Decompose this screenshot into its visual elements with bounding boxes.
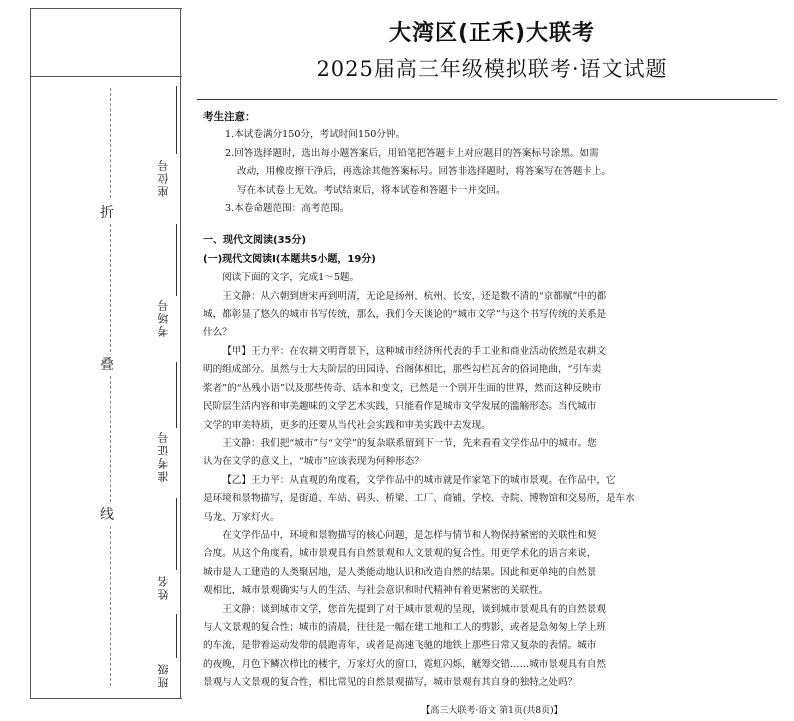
- header-rule: [197, 99, 777, 100]
- body-line: 城，都彰显了悠久的城市书写传统，那么，我们今天谈论的“城市文学”与这个书写传统的关系是: [203, 309, 607, 321]
- exam-header: [190, 8, 794, 83]
- field-label: 姓名: [157, 574, 170, 600]
- exam-content: [203, 108, 775, 693]
- body-line: 是环境和景物描写，是街道、车站、码头、桥梁、工厂、商铺、学校、寺院、博物馆和交易所，是车水: [203, 493, 635, 505]
- body-line: 【乙】王力平：从直观的角度看，文学作品中的城市就是作家笔下的城市景观。在作品中，它: [222, 474, 616, 486]
- name-field[interactable]: [156, 498, 186, 608]
- subsection-heading: (一)现代文阅读Ⅰ(本题共5小题，19分): [203, 253, 376, 265]
- body-line: 城市是人工建造的人类聚居地，是人类能动地认识和改造自然的结果。因此和更单纯的自然景: [203, 566, 597, 578]
- body-line: 合度。从这个角度看，城市景观具有自然景观和人文景观的复合性。用更学术化的语言来说，: [203, 548, 597, 560]
- field-label: 班级: [157, 662, 170, 688]
- notice-item: 2.回答选择题时，选出每小题答案后，用铅笔把答题卡上对应题目的答案标号涂黑。如需: [225, 147, 599, 159]
- fold-char: 折: [100, 205, 114, 221]
- body-line: 【甲】王力平：在农耕文明背景下，这种城市经济所代表的手工业和商业活动依然是农耕文: [222, 345, 606, 357]
- fold-line: [110, 526, 111, 686]
- body-line: 观相比，城市景观确实与人的生活、与社会意识和时代精神有着更紧密的关联性。: [203, 585, 549, 597]
- section-heading: 一、现代文阅读(35分): [203, 235, 307, 247]
- body-line: 文学的审美特质，更多的还要从当代社会实践和审美实践中去发现。: [203, 419, 491, 431]
- body-line: 王文静：从六朝到唐宋再到明清，无论是扬州、杭州、长安，还是数不清的“京都赋”中的都: [222, 290, 607, 302]
- body-line: 民阶层生活内容和审美趣味的文学艺术实践，只能看作是城市文学发展的滥觞形态。当代城市: [203, 401, 597, 413]
- exam-subtitle: 2025届高三年级模拟联考·语文试题: [316, 57, 668, 81]
- notice-block: [203, 108, 775, 218]
- fold-char: 叠: [100, 357, 114, 373]
- sidebar-top-line: [30, 8, 182, 9]
- notice-title: 考生注意：: [203, 111, 256, 123]
- sidebar-bottom-line: [30, 698, 182, 699]
- body-line: 马龙、万家灯火。: [203, 511, 280, 523]
- admission-ticket-field[interactable]: [156, 362, 186, 494]
- exam-room-field[interactable]: [156, 224, 186, 352]
- fold-line: [110, 224, 111, 352]
- body-line: 在文学作品中，环境和景物描写的核心问题，是怎样与情节和人物保持紧密的关联性和契: [222, 529, 597, 541]
- body-line: 什么？: [203, 327, 232, 339]
- instruction-text: 阅读下面的文字，完成1～5题。: [222, 272, 360, 284]
- fold-char: 线: [100, 507, 114, 523]
- notice-item: 1.本试卷满分150分，考试时间150分钟。: [225, 129, 406, 141]
- field-label: 准考证号: [157, 430, 170, 482]
- body-line: 浆者”的“丛残小语”以及那些传奇、话本和变文，已然是一个别开生面的世界，然而这种反映市: [203, 382, 602, 394]
- body-line: 王文静：谈到城市文学，您首先提到了对于城市景观的呈现，谈到城市景观具有的自然景观: [222, 603, 606, 615]
- class-field[interactable]: [156, 614, 186, 694]
- body-line: 王文静：我们把“城市”与“文学”的复杂联系留到下一节，先来看看文学作品中的城市。您: [222, 437, 597, 449]
- sidebar-header-line: [30, 76, 182, 77]
- fold-line: [110, 376, 111, 502]
- page-footer: 【高三大联考·语文 第1页(共8页)】: [421, 706, 563, 716]
- body-line: 与人文景观的复合性；城市的清晨，往往是一幅在建工地和工人的剪影，或者是急匆匆上学上班: [203, 621, 606, 633]
- field-label: 座位号: [157, 158, 170, 197]
- exam-title: 大湾区(正禾)大联考: [388, 21, 596, 46]
- seat-number-field[interactable]: [156, 86, 186, 210]
- notice-item: 3.本卷命题范围：高考范围。: [225, 203, 350, 215]
- notice-item: 改动，用橡皮擦干净后，再选涂其他答案标号。回答非选择题时，将答案写在答题卡上。: [237, 166, 612, 178]
- fold-line: [110, 88, 111, 198]
- body-line: 的夜晚，月色下鳞次栉比的楼宇，万家灯火的窗口，霓虹闪烁，觥筹交错……城市景观具有自然: [203, 658, 606, 670]
- notice-item: 写在本试卷上无效。考试结束后，将本试卷和答题卡一并交回。: [237, 184, 506, 196]
- sidebar-border-left: [30, 8, 31, 698]
- body-line: 景观与人文景观的复合性，相比常见的自然景观描写，城市景观有其自身的独特之处吗？: [203, 677, 578, 689]
- body-line: 的车流，是带着运动发带的晨跑青年，或者是高速飞驰的地铁上那些日常又复杂的表情。城市: [203, 640, 597, 652]
- field-label: 考场号: [157, 298, 170, 337]
- body-line: 明的组成部分。虽然与士大夫阶层的田园诗、台阁体相比，那些勾栏瓦舍的俗词艳曲，“引车卖: [203, 364, 602, 376]
- body-line: 认为在文学的意义上，“城市”应该表现为何种形态？: [203, 456, 424, 468]
